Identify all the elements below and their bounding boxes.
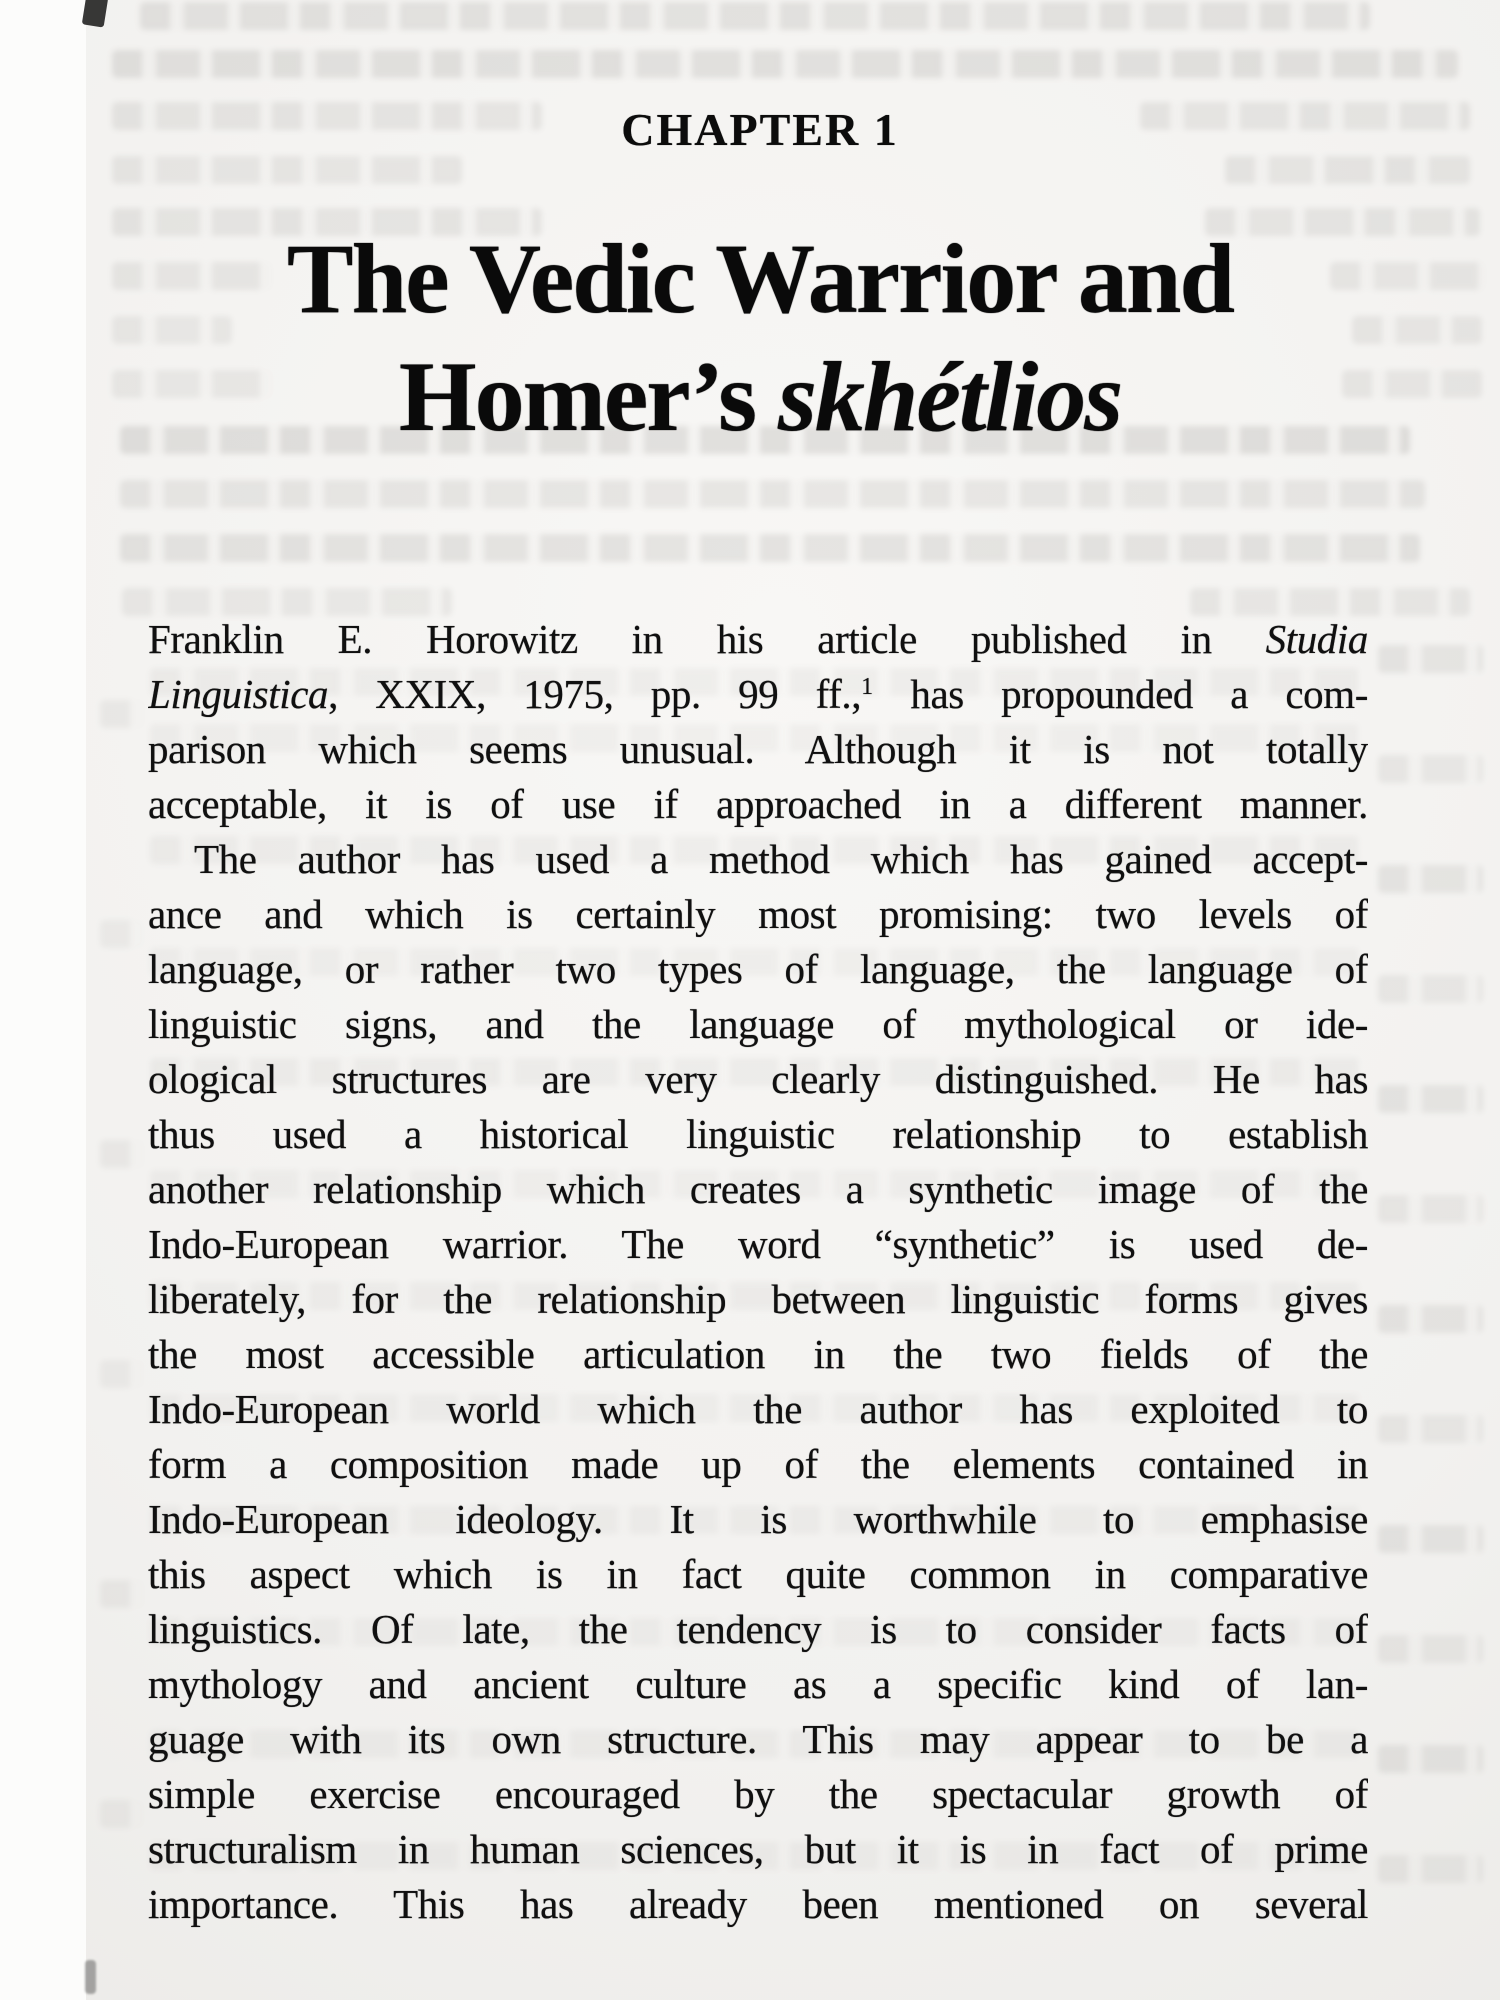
text-line (148, 1217, 1368, 1272)
text-line (148, 1107, 1368, 1162)
text-line (148, 997, 1368, 1052)
title-line2 (399, 341, 1121, 452)
text-run: form a composition made up of the elements contained in (148, 1441, 1368, 1487)
text-run: linguistic signs, and the language of mythological or ide- (148, 1001, 1368, 1047)
text-run: has propounded a com- (873, 671, 1368, 717)
text-line (148, 1162, 1368, 1217)
bleedthrough-line (1378, 1195, 1483, 1223)
bleedthrough-line (1378, 755, 1483, 783)
text-line (148, 942, 1368, 997)
bleedthrough-line (140, 2, 1370, 30)
text-run: structuralism in human sciences, but it is in fact of prime (148, 1826, 1368, 1872)
italic-text: Linguistica (148, 671, 329, 717)
text-run: Franklin E. Horowitz in his article published in (148, 616, 1266, 662)
text-line (148, 1657, 1368, 1712)
bleedthrough-line (1378, 1415, 1483, 1443)
footnote-reference: 1 (861, 674, 874, 700)
scan-artifact-corner-mark (82, 0, 108, 28)
text-line (148, 1767, 1368, 1822)
text-run: another relationship which creates a synthetic image of the (148, 1166, 1368, 1212)
text-run: ological structures are very clearly distinguished. He has (148, 1056, 1368, 1102)
bleedthrough-line (1378, 1745, 1483, 1773)
text-run: guage with its own structure. This may appear to be a (148, 1716, 1368, 1762)
body-text (148, 612, 1368, 1932)
text-run: Indo-European world which the author has exploited to (148, 1386, 1368, 1432)
text-line (148, 1327, 1368, 1382)
bleedthrough-line (1378, 975, 1483, 1003)
bleedthrough-line (1378, 865, 1483, 893)
text-line (148, 1492, 1368, 1547)
bleedthrough-line (112, 50, 1458, 78)
text-line (148, 1437, 1368, 1492)
chapter-title (150, 220, 1370, 456)
text-line (148, 887, 1368, 942)
bleedthrough-line (1378, 1085, 1483, 1113)
text-run: language, or rather two types of language, the language of (148, 946, 1368, 992)
text-line (148, 1822, 1368, 1877)
paragraph (148, 832, 1368, 1932)
text-run: thus used a historical linguistic relationship to establish (148, 1111, 1368, 1157)
text-line (148, 832, 1368, 887)
bleedthrough-line (100, 700, 144, 728)
bleedthrough-line (1378, 1855, 1483, 1883)
text-line (148, 722, 1368, 777)
bleedthrough-line (112, 156, 462, 184)
text-line (148, 1272, 1368, 1327)
text-run: importance. This has already been mentioned on several (148, 1881, 1368, 1927)
text-run: liberately, for the relationship between linguistic forms gives (148, 1276, 1368, 1322)
text-line (148, 1877, 1368, 1932)
text-line (148, 777, 1368, 832)
title-italic-term: skhétlios (777, 341, 1122, 452)
text-line (148, 1382, 1368, 1437)
scan-artifact-bottom-mark (85, 1960, 96, 1994)
text-line (148, 1602, 1368, 1657)
text-run: linguistics. Of late, the tendency is to consider facts of (148, 1606, 1368, 1652)
bleedthrough-line (1225, 156, 1470, 184)
text-run: The author has used a method which has gained accept- (194, 836, 1368, 882)
chapter-label: CHAPTER 1 (621, 104, 899, 155)
text-run: Indo-European ideology. It is worthwhile to emphasise (148, 1496, 1368, 1542)
paragraph (148, 612, 1368, 832)
text-run: parison which seems unusual. Although it is not totally (148, 726, 1368, 772)
text-line (148, 667, 1368, 722)
title-line2-regular: Homer’s (398, 341, 778, 452)
text-run: ance and which is certainly most promising: two levels of (148, 891, 1368, 937)
scanner-edge-strip (0, 0, 86, 2000)
italic-text: Studia (1265, 616, 1368, 662)
text-run: mythology and ancient culture as a specific kind of lan- (148, 1661, 1368, 1707)
bleedthrough-line (100, 1800, 144, 1828)
text-line (148, 1547, 1368, 1602)
text-run: Indo-European warrior. The word “synthetic” is used de- (148, 1221, 1368, 1267)
text-run: the most accessible articulation in the two fields of the (148, 1331, 1368, 1377)
bleedthrough-line (1378, 1635, 1483, 1663)
bleedthrough-line (100, 1140, 144, 1168)
text-line (148, 1052, 1368, 1107)
bleedthrough-line (1378, 1305, 1483, 1333)
bleedthrough-line (1352, 316, 1482, 344)
text-run: acceptable, it is of use if approached in a different manner. (148, 781, 1368, 827)
bleedthrough-line (1378, 645, 1483, 673)
text-run: , XXIX, 1975, pp. 99 ff., (328, 671, 862, 717)
text-line (148, 1712, 1368, 1767)
title-line1: The Vedic Warrior and (286, 223, 1234, 334)
text-line (148, 612, 1368, 667)
bleedthrough-line (100, 1580, 144, 1608)
text-run: this aspect which is in fact quite common in comparative (148, 1551, 1368, 1597)
bleedthrough-line (100, 1360, 144, 1388)
bleedthrough-line (120, 480, 1425, 508)
bleedthrough-line (100, 920, 144, 948)
bleedthrough-line (120, 534, 1420, 562)
text-run: simple exercise encouraged by the spectacular growth of (148, 1771, 1368, 1817)
bleedthrough-line (1378, 1525, 1483, 1553)
